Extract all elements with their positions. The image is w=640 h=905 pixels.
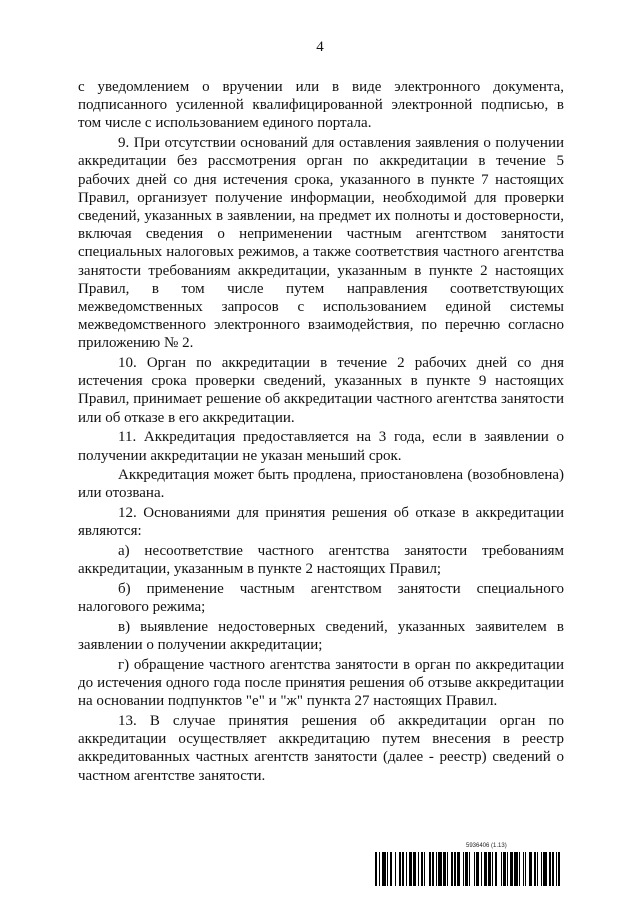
paragraph: 11. Аккредитация предоставляется на 3 года, если в заявлении о получении аккредитации не указан меньший срок. (78, 429, 564, 464)
document-code: 5936406 (1.13) (466, 843, 507, 849)
barcode-gap (560, 852, 564, 886)
paragraph: 10. Орган по аккредитации в течение 2 рабочих дней со дня истечения срока проверки сведений, указанных в пункте 9 настоящих Правил, принимает решение об аккредитации частного агентства занятости или об отказе в его аккредитации. (78, 355, 564, 426)
document-body (78, 78, 564, 786)
paragraph: в) выявление недостоверных сведений, указанных заявителем в заявлении о получении аккредитации; (78, 618, 564, 654)
paragraph: 9. При отсутствии оснований для оставления заявления о получении аккредитации без рассмотрения орган по аккредитации в течение 5 рабочих дней со дня истечения срока, указанного в пункте 7 настоящих Правил, организует получение информации, необходимой для проверки сведений, указанных в заявлении, на предмет их полноты и достоверности, включая сведения о неприменении частным агентством занятости специальных налоговых режимов, а также соответствия частного агентства занятости требованиям аккредитации, указанным в пункте 2 настоящих Правил, в том числе путем направления соответствующих межведомственных запросов с использованием единой системы межведомственного электронного взаимодействия, по перечню согласно приложению № 2. (78, 135, 564, 352)
page-number: 4 (316, 39, 324, 55)
paragraph: г) обращение частного агентства занятости в орган по аккредитации до истечения одного года после принятия решения об отзыве аккредитации на основании подпунктов "е" и "ж" пункта 27 настоящих Правил. (78, 656, 564, 710)
paragraph: 12. Основаниями для принятия решения об отказе в аккредитации являются: (78, 505, 564, 540)
paragraph: б) применение частным агентством занятости специального налогового режима; (78, 580, 564, 616)
paragraph: а) несоответствие частного агентства занятости требованиям аккредитации, указанным в пункте 2 настоящих Правил; (78, 543, 564, 578)
paragraph: с уведомлением о вручении или в виде электронного документа, подписанного усиленной квалифицированной электронной подписью, в том числе с использованием единого портала. (78, 79, 564, 132)
paragraph: Аккредитация может быть продлена, приостановлена (возобновлена) или отозвана. (78, 467, 564, 502)
paragraph: 13. В случае принятия решения об аккредитации орган по аккредитации осуществляет аккредитацию путем внесения в реестр аккредитованных частных агентств занятости (далее - реестр) сведений о частном агентстве занятости. (78, 712, 564, 784)
barcode (375, 852, 565, 886)
